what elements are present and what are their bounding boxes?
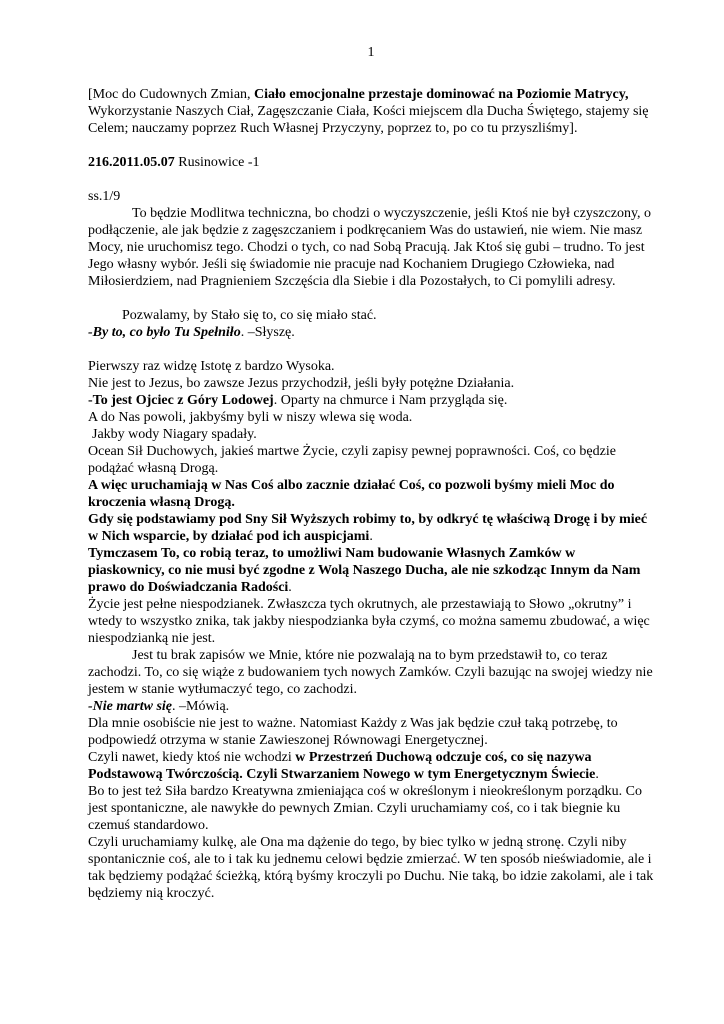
paragraph-1: To będzie Modlitwa techniczna, bo chodzi o wyczyszczenie, jeśli Ktoś nie był czyszczony, o podłączenie, ale jak będzie z zagęszczaniem i podkręcaniem Was do ustawień, nie wiem. Nie masz Mocy, nie uruchomisz tego. Chodzi o tych, co nad Sobą Pracują. Jak Ktoś się gubi – trudno. To jest Jego własny wybór. Jeśli się świadomie nie pracuje nad Kochaniem Drugiego Człowieka, nad Miłosierdziem, nad Pragnieniem Szczęścia dla Siebie i dla Pozostałych, to Ci pomylili adresy. [88,206,652,289]
paragraph-8: Jakby wody Niagary spadały. [92,427,257,442]
paragraph-7: A do Nas powoli, jakbyśmy byli w niszy wlewa się woda. [88,410,413,425]
paragraph-18: Bo to jest też Siła bardzo Kreatywna zmieniająca coś w określonym i nieokreślonym porządku. Co jest spontaniczne, ale nawykłe do pewnych Zmian. Czyli uruchamiamy coś, co i tak biegnie ku czemuś standardowo. [88,784,643,833]
header-bold: Ciało emocjonalne przestaje dominować na Poziomie Matrycy, [254,87,629,102]
document-body [88,86,654,902]
paragraph-19: Czyli uruchamiamy kulkę, ale Ona ma dążenie do tego, by biec tylko w jedną stronę. Czyli niby spontanicznie coś, ale to i tak ku jednemu celowi będzie zmierzać. W ten sposób nieświadomie, ale i tak będziemy podążać ścieżką, którą byśmy kroczyli po Duchu. Nie taką, bo idzie zakolami, ale i tak będziemy nią kroczyć. [88,835,654,901]
ss-marker: ss.1/9 [88,189,121,204]
paragraph-3: -By to, co było Tu Spełniło. –Słyszę. [88,325,295,340]
paragraph-12: Tymczasem To, co robią teraz, to umożliwi Nam budowanie Własnych Zamków w piaskownicy, co nie musi być zgodne z Wolą Naszego Ducha, ale nie szkodząc Innym da Nam prawo do Doświadczania Radości. [88,546,641,595]
paragraph-2: Pozwalamy, by Stało się to, co się miało stać. [122,308,377,323]
paragraph-10: A więc uruchamiają w Nas Coś albo zacznie działać Coś, co pozwoli byśmy mieli Moc do kroczenia własną Drogą. [88,478,615,510]
paragraph-14: Jest tu brak zapisów we Mnie, które nie pozwalają na to bym przedstawił to, co teraz zachodzi. To, co się wiąże z budowaniem tych nowych Zamków. Czyli bazując na swojej wiedzy nie jestem w stanie wytłumaczyć tego, co zachodzi. [88,648,653,697]
paragraph-15: -Nie martw się. –Mówią. [88,699,230,714]
paragraph-16: Dla mnie osobiście nie jest to ważne. Natomiast Każdy z Was jak będzie czuł taką potrzebę, to podpowiedź otrzyma w stanie Zawieszonej Równowagi Energetycznej. [88,716,618,748]
paragraph-17: Czyli nawet, kiedy ktoś nie wchodzi w Przestrzeń Duchową odczuje coś, co się nazywa Podstawową Twórczością. Czyli Stwarzaniem Nowego w tym Energetycznym Świecie. [88,750,599,782]
paragraph-6: -To jest Ojciec z Góry Lodowej. Oparty na chmurce i Nam przygląda się. [88,393,508,408]
paragraph-4: Pierwszy raz widzę Istotę z bardzo Wysoka. [88,359,335,374]
paragraph-5: Nie jest to Jezus, bo zawsze Jezus przychodził, jeśli były potężne Działania. [88,376,515,391]
session-place: Rusinowice -1 [174,155,260,170]
paragraph-9: Ocean Sił Duchowych, jakieś martwe Życie, czyli zapisy pewnej poprawności. Coś, co będzie podążać własną Drogą. [88,444,616,476]
paragraph-13: Życie jest pełne niespodzianek. Zwłaszcza tych okrutnych, ale przestawiają to Słowo „okrutny” i wtedy to wszystko znika, tak jakby niespodzianka była czymś, co można samemu zbudować, a więc niespodzianką nie jest. [88,597,650,646]
page-number: 1 [367,45,375,60]
header-paragraph: [Moc do Cudownych Zmian, Ciało emocjonalne przestaje dominować na Poziomie Matrycy, Wykorzystanie Naszych Ciał, Zagęszczanie Ciała, Kości miejscem dla Ducha Świętego, stajemy się Celem; nauczamy poprzez Ruch Własnej Przyczyny, poprzez to, po co tu przyszliśmy]. [88,87,649,136]
session-id: 216.2011.05.07 [88,155,175,170]
paragraph-11: Gdy się podstawiamy pod Sny Sił Wyższych robimy to, by odkryć tę właściwą Drogę i by mieć w Nich wsparcie, by działać pod ich auspicjami. [88,512,648,544]
session-line [88,154,654,171]
